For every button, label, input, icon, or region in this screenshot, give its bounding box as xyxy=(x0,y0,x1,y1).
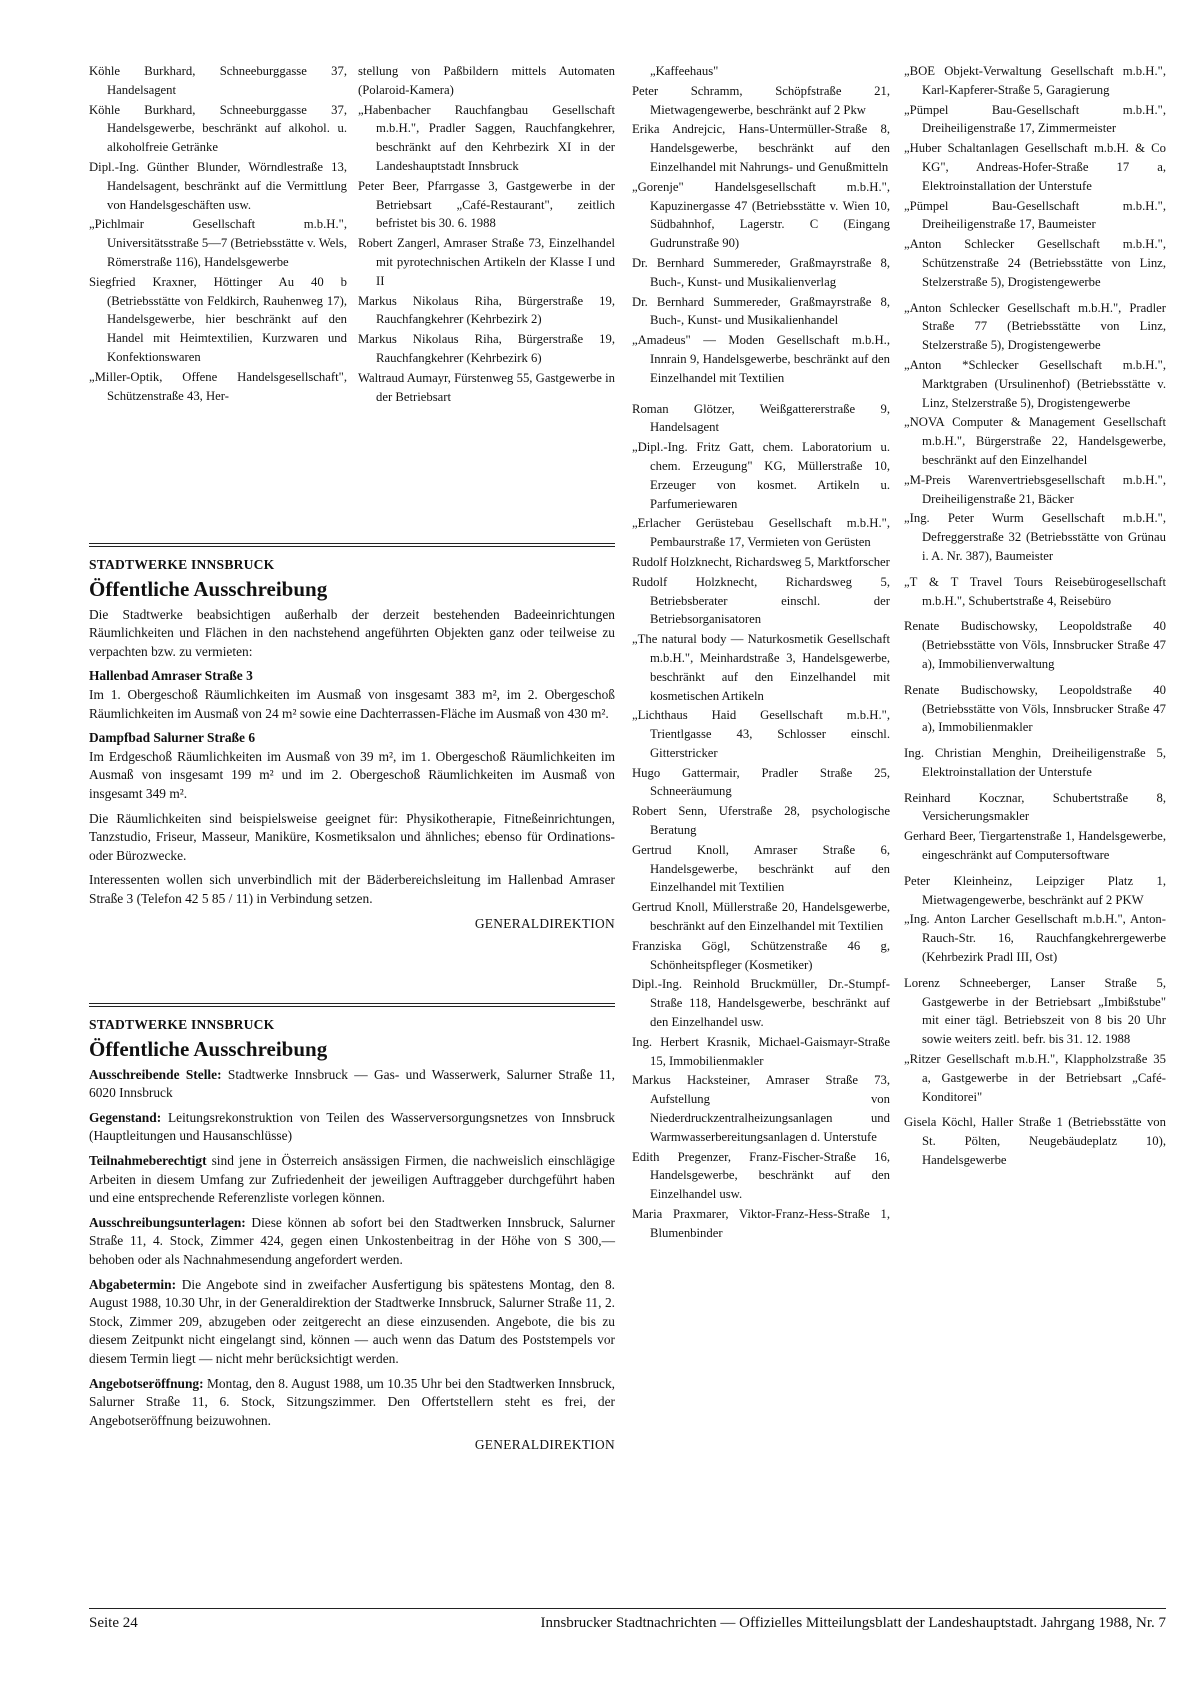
list-item: Renate Budischowsky, Leopoldstraße 40 (Betriebsstätte von Völs, Innsbrucker Straße 47 a), Immobilienverwaltung xyxy=(904,619,1166,671)
announcement-paragraph xyxy=(89,1152,615,1208)
paragraph-label: Ausschreibende Stelle: xyxy=(89,1066,222,1082)
register-column-2 xyxy=(358,62,615,407)
page-number: Seite 24 xyxy=(89,1615,138,1631)
list-item: Ing. Herbert Krasnik, Michael-Gaismayr-Straße 15, Immobilienmakler xyxy=(632,1034,890,1068)
list-item: Erika Andrejcic, Hans-Untermüller-Straße 8, Handelsgewerbe, beschränkt auf den Einzelhandel mit Nahrungs- und Genußmitteln xyxy=(632,122,890,174)
list-item: Edith Pregenzer, Franz-Fischer-Straße 16, Handelsgewerbe, beschränkt auf den Einzelhandel usw. xyxy=(632,1149,890,1202)
list-item: Peter Beer, Pfarrgasse 3, Gastgewerbe in der Betriebsart „Café-Restaurant", zeitlich befristet bis 30. 6. 1988 xyxy=(358,178,615,231)
publication-line: Innsbrucker Stadtnachrichten — Offizielles Mitteilungsblatt der Landeshauptstadt. Jahrgang 1988, Nr. 7 xyxy=(540,1615,1166,1631)
announcement-paragraph: Die Räumlichkeiten sind beispielsweise geeignet für: Physikotherapie, Fitneßeinrichtungen, Tanzstudio, Friseur, Masseur, Maniküre, Kosmetiksalon und ähnliches; ebenso für Ordinations- oder Bürozwecke. xyxy=(89,810,615,863)
list-item: Dipl.-Ing. Günther Blunder, Wörndlestraße 13, Handelsagent, beschränkt auf die Vermittlung von Handelsgeschäften usw. xyxy=(89,159,347,212)
list-item: „Ritzer Gesellschaft m.b.H.", Klappholzstraße 35 a, Gastgewerbe in der Betriebsart „Café-Konditorei" xyxy=(904,1052,1166,1104)
list-item: Reinhard Kocznar, Schubertstraße 8, Versicherungsmakler xyxy=(904,790,1166,824)
paragraph-text: Montag, den 8. August 1988, um 10.35 Uhr bei den Stadtwerken Innsbruck, Salurner Straße 11, 6. Stock, Sitzungszimmer. Den Offertstellern steht es frei, der Angebotseröffnung beizuwohnen. xyxy=(89,1375,615,1428)
list-item: „Ing. Peter Wurm Gesellschaft m.b.H.", Defreggerstraße 32 (Betriebsstätte von Grünau i. A. Nr. 387), Baumeister xyxy=(904,511,1166,563)
list-item: Lorenz Schneeberger, Lanser Straße 5, Gastgewerbe in der Betriebsart „Imbißstube" mit einer tägl. Betriebszeit von 8 bis 20 Uhr sowie weiters zeitl. befr. bis 31. 12. 1988 xyxy=(904,975,1166,1047)
announcement-paragraph xyxy=(89,1066,615,1103)
list-item: Gertrud Knoll, Amraser Straße 6, Handelsgewerbe, beschränkt auf den Einzelhandel mit Textilien xyxy=(632,842,890,895)
list-item: Ing. Christian Menghin, Dreiheiligenstraße 5, Elektroinstallation der Unterstufe xyxy=(904,746,1166,779)
list-item: Hugo Gattermair, Pradler Straße 25, Schneeräumung xyxy=(632,765,890,799)
paragraph-label: Angebotseröffnung: xyxy=(89,1375,204,1391)
paragraph-text: Leitungsrekonstruktion von Teilen des Wasserversorgungsnetzes von Innsbruck (Hauptleitungen und Hausanschlüsse) xyxy=(89,1109,615,1144)
list-item: „Gorenje" Handelsgesellschaft m.b.H.", Kapuzinergasse 47 (Betriebsstätte v. Wien 10, Südbahnhof, Lagerstr. C (Eingang Gudrunstraße 90) xyxy=(632,179,890,251)
announcement-paragraph: Im 1. Obergeschoß Räumlichkeiten im Ausmaß von insgesamt 383 m², im 2. Obergeschoß Räumlichkeiten im Ausmaß von 24 m² sowie eine Dachterrassen-Fläche im Ausmaß von 430 m². xyxy=(89,686,615,721)
announcement-paragraph xyxy=(89,1276,615,1369)
announcement-headline: Öffentliche Ausschreibung xyxy=(89,1036,328,1061)
announcement-subheading: Dampfbad Salurner Straße 6 xyxy=(89,730,256,746)
list-item: Maria Praxmarer, Viktor-Franz-Hess-Straße 1, Blumenbinder xyxy=(632,1207,890,1240)
announcement-kicker: STADTWERKE INNSBRUCK xyxy=(89,1017,275,1032)
list-item: „Amadeus" — Moden Gesellschaft m.b.H., Innrain 9, Handelsgewerbe, beschränkt auf den Einzelhandel mit Textilien xyxy=(632,333,890,385)
paragraph-label: Teilnahmeberechtigt xyxy=(89,1152,207,1168)
list-item: Gertrud Knoll, Müllerstraße 20, Handelsgewerbe, beschränkt auf den Einzelhandel mit Textilien xyxy=(632,900,890,934)
list-item: Köhle Burkhard, Schneeburggasse 37, Handelsgewerbe, beschränkt auf alkohol. u. alkoholfreie Getränke xyxy=(89,102,347,155)
list-item: „Pümpel Bau-Gesellschaft m.b.H.", Dreiheiligenstraße 17, Zimmermeister xyxy=(904,102,1166,136)
list-item: „Dipl.-Ing. Fritz Gatt, chem. Laboratorium u. chem. Erzeugung" KG, Müllerstraße 10, Erzeuger von kosmet. Artikeln u. Parfumeriewaren xyxy=(632,440,890,511)
list-item: Markus Nikolaus Riha, Bürgerstraße 19, Rauchfangkehrer (Kehrbezirk 2) xyxy=(358,293,615,327)
list-item: Gerhard Beer, Tiergartenstraße 1, Handelsgewerbe, eingeschränkt auf Computersoftware xyxy=(904,829,1166,863)
list-item: „Lichthaus Haid Gesellschaft m.b.H.", Trientlgasse 43, Schlosser einschl. Gitterstricker xyxy=(632,708,890,760)
announcement-paragraph xyxy=(89,1375,615,1431)
paragraph-label: Gegenstand: xyxy=(89,1109,162,1125)
list-item: „T & T Travel Tours Reisebürogesellschaft m.b.H.", Schubertstraße 4, Reisebüro xyxy=(904,574,1166,608)
list-item: Renate Budischowsky, Leopoldstraße 40 (Betriebsstätte von Völs, Innsbrucker Straße 47 a), Immobilienmakler xyxy=(904,682,1166,735)
list-item: „Habenbacher Rauchfangbau Gesellschaft m.b.H.", Pradler Saggen, Rauchfangkehrer, beschränkt auf den Kehrbezirk XI in der Landeshauptstadt Innsbruck xyxy=(358,102,615,173)
list-item: Markus Nikolaus Riha, Bürgerstraße 19, Rauchfangkehrer (Kehrbezirk 6) xyxy=(358,332,615,365)
paragraph-text: Stadtwerke Innsbruck — Gas- und Wasserwerk, Salurner Straße 11, 6020 Innsbruck xyxy=(89,1066,615,1101)
list-item: „Pichlmair Gesellschaft m.b.H.", Universitätsstraße 5—7 (Betriebsstätte v. Wels, Römerstraße 116), Handelsgewerbe xyxy=(89,217,347,269)
list-item: Peter Kleinheinz, Leipziger Platz 1, Mietwagengewerbe, beschränkt auf 2 PKW xyxy=(904,873,1166,907)
list-item: Rudolf Holzknecht, Richardsweg 5, Marktforscher xyxy=(632,554,890,569)
list-item: Rudolf Holzknecht, Richardsweg 5, Betriebsberater einschl. der Betriebsorganisatoren xyxy=(632,574,890,627)
list-item: „Anton Schlecker Gesellschaft m.b.H.", Pradler Straße 77 (Betriebsstätte von Linz, Stelzerstraße 5), Drogistengewerbe xyxy=(904,300,1166,353)
announcement-signature: GENERALDIREKTION xyxy=(474,915,615,931)
list-item: Köhle Burkhard, Schneeburggasse 37, Handelsagent xyxy=(89,64,347,97)
list-item: Siegfried Kraxner, Höttinger Au 40 b (Betriebsstätte von Feldkirch, Rauhenweg 17), Handelsgewerbe, hier beschränkt auf den Handel mit Heimtextilien, Kurzwaren und Konfektionswaren xyxy=(89,274,347,364)
list-item: Markus Hacksteiner, Amraser Straße 73, Aufstellung von Niederdruckzentralheizungsanlagen und Warmwasserbereitungsanlagen d. Unterstufe xyxy=(632,1073,890,1144)
list-item: „The natural body — Naturkosmetik Gesellschaft m.b.H.", Meinhardstraße 3, Handelsgewerbe, beschränkt auf den Einzelhandel mit kosmetischen Artikeln xyxy=(632,632,890,703)
announcement-kicker: STADTWERKE INNSBRUCK xyxy=(89,557,275,572)
list-item: Roman Glötzer, Weißgattererstraße 9, Handelsagent xyxy=(632,401,890,435)
list-item: „NOVA Computer & Management Gesellschaft m.b.H.", Bürgerstraße 22, Handelsgewerbe, beschränkt auf den Einzelhandel xyxy=(904,415,1166,467)
paragraph-label: Abgabetermin: xyxy=(89,1276,177,1292)
announcement-bathing-facilities xyxy=(89,556,615,939)
announcement-paragraph: Im Erdgeschoß Räumlichkeiten im Ausmaß von 39 m², im 1. Obergeschoß Räumlichkeiten im Ausmaß von insgesamt 199 m² und im 2. Obergeschoß Räumlichkeiten im Ausmaß von insgesamt 349 m². xyxy=(89,748,615,801)
list-item: Dr. Bernhard Summereder, Graßmayrstraße 8, Buch-, Kunst- und Musikalienhandel xyxy=(632,294,890,328)
announcement-signature: GENERALDIREKTION xyxy=(474,1437,615,1453)
list-item: „M-Preis Warenvertriebsgesellschaft m.b.H.", Dreiheiligenstraße 21, Bäcker xyxy=(904,472,1166,506)
section-divider xyxy=(89,543,615,547)
list-item: „Pümpel Bau-Gesellschaft m.b.H.", Dreiheiligenstraße 17, Baumeister xyxy=(904,198,1166,232)
announcement-headline: Öffentliche Ausschreibung xyxy=(89,576,328,601)
list-item: Robert Senn, Uferstraße 28, psychologische Beratung xyxy=(632,804,890,838)
list-item: „Anton *Schlecker Gesellschaft m.b.H.", Marktgraben (Ursulinenhof) (Betriebsstätte v. Linz, Stelzerstraße 5), Drogistengewerbe xyxy=(904,357,1166,410)
list-item: Gisela Köchl, Haller Straße 1 (Betriebsstätte von St. Pölten, Neugebäudeplatz 10), Handelsgewerbe xyxy=(904,1115,1166,1168)
paragraph-label: Ausschreibungsunterlagen: xyxy=(89,1214,246,1230)
page-footer xyxy=(89,1608,1166,1633)
announcement-paragraph xyxy=(89,1214,615,1270)
list-item: stellung von Paßbildern mittels Automaten (Polaroid-Kamera) xyxy=(358,64,615,97)
list-item: Peter Schramm, Schöpfstraße 21, Mietwagengewerbe, beschränkt auf 2 Pkw xyxy=(632,83,890,117)
list-item: Waltraud Aumayr, Fürstenweg 55, Gastgewerbe in der Betriebsart xyxy=(358,370,615,404)
announcement-water-network-tender xyxy=(89,1016,615,1461)
paragraph-text: sind jene in Österreich ansässigen Firmen, die nachweislich einschlägige Arbeiten in diesem Umfang zur Zufriedenheit der jeweiligen Auftraggeber durchgeführt haben und eine entsprechende Referenzliste vorlegen können. xyxy=(89,1152,615,1206)
list-item: „Ing. Anton Larcher Gesellschaft m.b.H.", Anton-Rauch-Str. 16, Rauchfangkehrergewerbe (Kehrbezirk Pradl III, Ost) xyxy=(904,912,1166,965)
list-item: Robert Zangerl, Amraser Straße 73, Einzelhandel mit pyrotechnischen Artikeln der Klasse I und II xyxy=(358,236,615,288)
paragraph-text: Die Angebote sind in zweifacher Ausfertigung bis spätestens Montag, den 8. August 1988, 10.30 Uhr, in der Generaldirektion der Stadtwerke Innsbruck, Salurner Straße 11, 2. Stock, Zimmer 209, abzugeben oder zeitgerecht an diese einzusenden. Angebote, die bis zu diesem Zeitpunkt nicht eingelangt sind, können — auch wenn das Datum des Poststempels vor diesem Termin liegt — nicht mehr berücksichtigt werden. xyxy=(89,1276,615,1366)
register-column-4 xyxy=(904,62,1166,1171)
list-item: Dr. Bernhard Summereder, Graßmayrstraße 8, Buch-, Kunst- und Musikalienverlag xyxy=(632,255,890,289)
list-item: „Erlacher Gerüstebau Gesellschaft m.b.H.", Pembaurstraße 17, Vermieten von Gerüsten xyxy=(632,516,890,550)
list-item: Franziska Gögl, Schützenstraße 46 g, Schönheitspfleger (Kosmetiker) xyxy=(632,938,890,972)
list-item: „Huber Schaltanlagen Gesellschaft m.b.H. & Co KG", Andreas-Hofer-Straße 17 a, Elektroinstallation der Unterstufe xyxy=(904,141,1166,193)
paragraph-text: Diese können ab sofort bei den Stadtwerken Innsbruck, Salurner Straße 11, 4. Stock, Zimmer 424, gegen einen Unkostenbeitrag in der Höhe von S 300,— behoben oder als Nachnahmesendung angefordert werden. xyxy=(89,1214,615,1267)
announcement-paragraph xyxy=(89,1109,615,1146)
register-column-1 xyxy=(89,62,347,406)
register-column-3 xyxy=(632,62,890,1244)
list-item: „Anton Schlecker Gesellschaft m.b.H.", Schützenstraße 24 (Betriebsstätte von Linz, Stelzerstraße 5), Drogistengewerbe xyxy=(904,237,1166,289)
announcement-intro: Die Stadtwerke beabsichtigen außerhalb der derzeit bestehenden Badeeinrichtungen Räumlichkeiten und Flächen in den nachstehend angeführten Objekten ganz oder teilweise zu verpachten bzw. zu vermieten: xyxy=(89,606,615,659)
list-item: „BOE Objekt-Verwaltung Gesellschaft m.b.H.", Karl-Kapferer-Straße 5, Garagierung xyxy=(904,64,1166,97)
list-item: „Kaffeehaus" xyxy=(650,64,719,78)
list-item: Dipl.-Ing. Reinhold Bruckmüller, Dr.-Stumpf-Straße 118, Handelsgewerbe, beschränkt auf den Einzelhandel usw. xyxy=(632,977,890,1030)
list-item: „Miller-Optik, Offene Handelsgesellschaft", Schützenstraße 43, Her- xyxy=(89,369,347,403)
section-divider xyxy=(89,1003,615,1007)
announcement-paragraph: Interessenten wollen sich unverbindlich mit der Bäderbereichsleitung im Hallenbad Amraser Straße 3 (Telefon 42 5 85 / 11) in Verbindung setzen. xyxy=(89,872,615,906)
announcement-subheading: Hallenbad Amraser Straße 3 xyxy=(89,668,253,684)
